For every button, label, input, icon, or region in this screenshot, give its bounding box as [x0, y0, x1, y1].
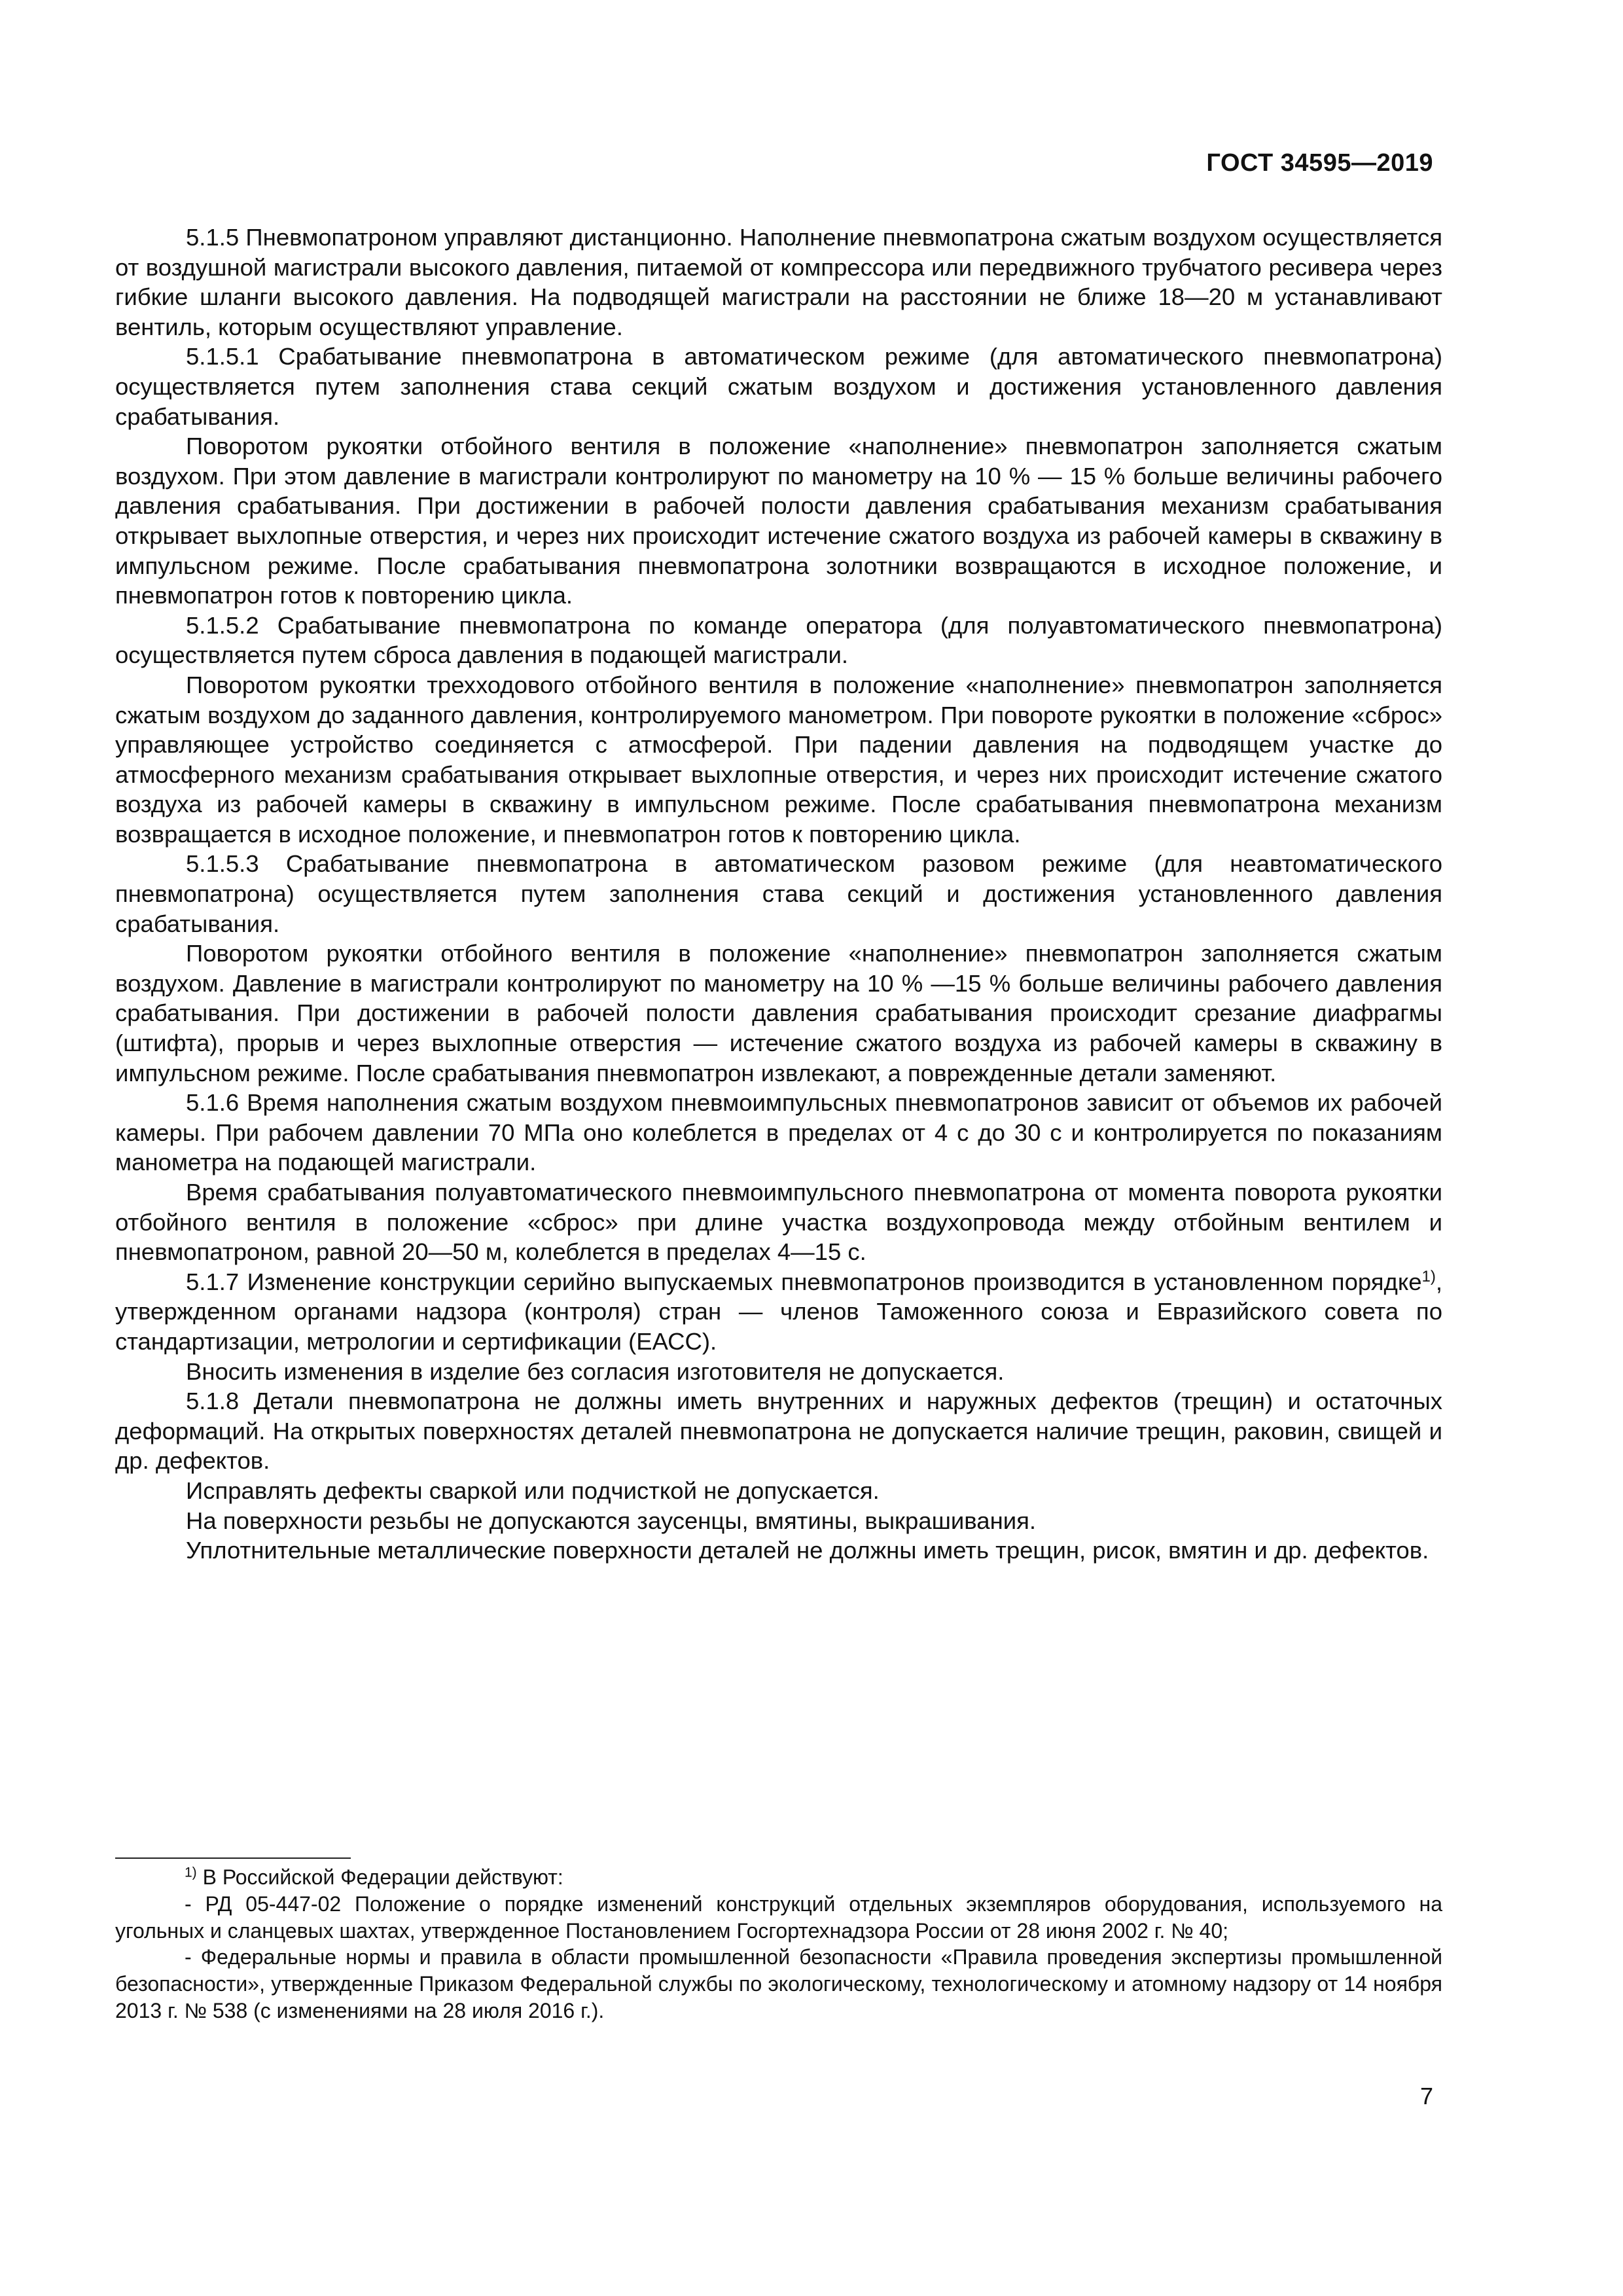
footnote-intro [115, 1864, 1442, 1891]
footnote-divider [115, 1857, 351, 1859]
paragraph-5-1-5-1: 5.1.5.1 Срабатывание пневмопатрона в автоматическом режиме (для автоматического пневмопатрона) осуществляется путем заполнения става секций сжатым воздухом и достижения установленного давления срабатывания. [115, 343, 1442, 430]
paragraph-5-1-5: 5.1.5 Пневмопатроном управляют дистанционно. Наполнение пневмопатрона сжатым воздухом осуществляется от воздушной магистрали высокого давления, питаемой от компрессора или передвижного трубчатого ресивера через гибкие шланги высокого давления. На подводящей магистрали на расстоянии не ближе 18—20 м устанавливают вентиль, которым осуществляют управление. [115, 224, 1442, 340]
page-number: 7 [1419, 2083, 1433, 2109]
paragraph-5-1-7-detail: Вносить изменения в изделие без согласия изготовителя не допускается. [186, 1357, 1005, 1385]
paragraph-5-1-8: 5.1.8 Детали пневмопатрона не должны иметь внутренних и наружных дефектов (трещин) и остаточных деформаций. На открытых поверхностях деталей пневмопатрона не допускается наличие трещин, раковин, свищей и др. дефектов. [115, 1388, 1442, 1475]
paragraph-5-1-7-text-start: 5.1.7 Изменение конструкции серийно выпускаемых пневмопатронов производится в установленном порядке [186, 1268, 1422, 1295]
footnote-item: - Федеральные нормы и правила в области промышленной безопасности «Правила проведения экспертизы промышленной безопасности», утвержденные Приказом Федеральной службы по экологическому, технологическому и атомному надзору от 14 ноября 2013 г. № 538 (с изменениями на 28 июля 2016 г.). [115, 1945, 1442, 2022]
document-code-header: ГОСТ 34595—2019 [1206, 149, 1433, 177]
footnote-intro-text: В Российской Федерации действуют: [196, 1865, 563, 1889]
footnote-marker: 1) [185, 1865, 197, 1880]
paragraph-5-1-8-sealing: Уплотнительные металлические поверхности деталей не должны иметь трещин, рисок, вмятин и др. дефектов. [186, 1537, 1429, 1564]
body-text [115, 223, 1442, 1566]
footnotes [115, 1864, 1442, 2024]
paragraph-5-1-8-thread: На поверхности резьбы не допускаются заусенцы, вмятины, выкрашивания. [186, 1507, 1037, 1534]
footnote-item: - РД 05-447-02 Положение о порядке изменений конструкций отдельных экземпляров оборудования, используемого на угольных и сланцевых шахтах, утвержденное Постановлением Госгортехнадзора России от 28 июня 2002 г. № 40; [115, 1892, 1442, 1943]
paragraph-5-1-6-detail: Время срабатывания полуавтоматического пневмоимпульсного пневмопатрона от момента поворота рукоятки отбойного вентиля в положение «сброс» при длине участка воздухопровода между отбойным вентилем и пневмопатроном, равной 20—50 м, колеблется в пределах 4—15 с. [115, 1179, 1442, 1266]
paragraph-5-1-5-2-detail: Поворотом рукоятки трехходового отбойного вентиля в положение «наполнение» пневмопатрон заполняется сжатым воздухом до заданного давления, контролируемого манометром. При повороте рукоятки в положение «сброс» управляющее устройство соединяется с атмосферой. При падении давления на подводящем участке до атмосферного механизм срабатывания открывает выхлопные отверстия, и через них происходит истечение сжатого воздуха из рабочей камеры в скважину в импульсном режиме. После срабатывания пневмопатрона механизм возвращается в исходное положение, и пневмопатрон готов к повторению цикла. [115, 671, 1442, 848]
paragraph-5-1-8-welding: Исправлять дефекты сваркой или подчисткой не допускается. [186, 1477, 880, 1504]
footnote-reference: 1) [1421, 1267, 1436, 1285]
paragraph-5-1-7 [115, 1267, 1442, 1357]
paragraph-5-1-5-1-detail: Поворотом рукоятки отбойного вентиля в положение «наполнение» пневмопатрон заполняется сжатым воздухом. При этом давление в магистрали контролируют по манометру на 10 % — 15 % больше величины рабочего давления срабатывания. При достижении в рабочей полости давления срабатывания механизм срабатывания открывает выхлопные отверстия, и через них происходит истечение сжатого воздуха из рабочей камеры в скважину в импульсном режиме. После срабатывания пневмопатрона золотники возвращаются в исходное положение, и пневмопатрон готов к повторению цикла. [115, 433, 1442, 609]
paragraph-5-1-5-2: 5.1.5.2 Срабатывание пневмопатрона по команде оператора (для полуавтоматического пневмопатрона) осуществляется путем сброса давления в подающей магистрали. [115, 611, 1442, 669]
paragraph-5-1-5-3: 5.1.5.3 Срабатывание пневмопатрона в автоматическом разовом режиме (для неавтоматического пневмопатрона) осуществляется путем заполнения става секций и достижения установленного давления срабатывания. [115, 850, 1442, 937]
paragraph-5-1-6: 5.1.6 Время наполнения сжатым воздухом пневмоимпульсных пневмопатронов зависит от объемов их рабочей камеры. При рабочем давлении 70 МПа оно колеблется в пределах от 4 с до 30 с и контролируется по показаниям манометра на подающей магистрали. [115, 1089, 1442, 1176]
paragraph-5-1-7-text-end: , утвержденном органами надзора (контроля) стран — членов Таможенного союза и Евразийского совета по стандартизации, метрологии и сертификации (ЕАСС). [115, 1268, 1442, 1355]
paragraph-5-1-5-3-detail: Поворотом рукоятки отбойного вентиля в положение «наполнение» пневмопатрон заполняется сжатым воздухом. Давление в магистрали контролируют по манометру на 10 % —15 % больше величины рабочего давления срабатывания. При достижении в рабочей полости давления срабатывания происходит срезание диафрагмы (штифта), прорыв и через выхлопные отверстия — истечение сжатого воздуха из рабочей камеры в скважину в импульсном режиме. После срабатывания пневмопатрон извлекают, а поврежденные детали заменяют. [115, 940, 1442, 1086]
